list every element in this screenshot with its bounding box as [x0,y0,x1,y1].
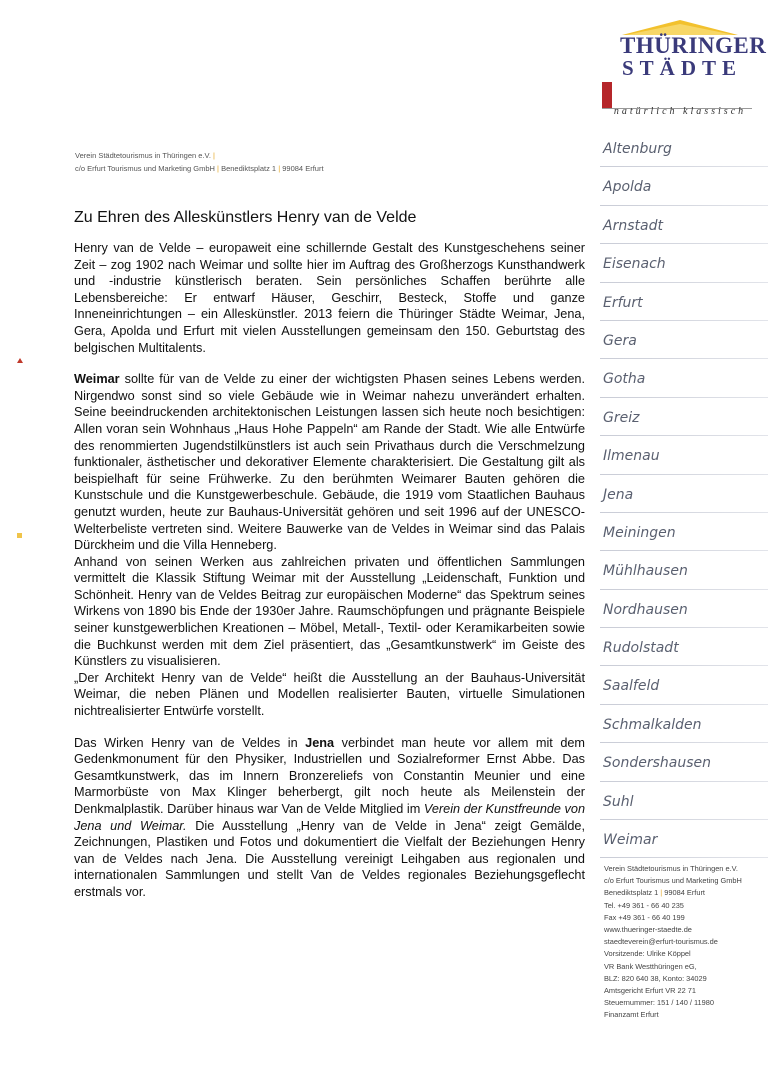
separator: | [213,151,215,160]
paragraph-jena-text-c: Die Ausstellung „Henry van de Velde in Jena“ zeigt Gemälde, Zeichnungen, Plastiken und Fotos und dokumentiert die Vielfalt der Beziehungen Henry van de Veldes nach Jena. Die Ausstellung vereinigt Leihgaben aus regionalen und internationalen Sammlungen und stellt Van de Veldes regionales Beziehungsgeflecht erstmals vor. [74,818,585,899]
article-title: Zu Ehren des Alleskünstlers Henry van de Velde [74,209,417,226]
separator: | [660,888,663,898]
sender-line-2 [75,162,324,175]
verein-kunstfreunde: Verein der Kunstfreunde von Jena und Weimar. [74,802,586,833]
separator: | [217,164,219,173]
thueringer-staedte-logo [602,20,767,120]
contact-fax: Fax +49 361 - 66 40 199 [604,912,685,922]
city-item: Suhl [600,788,768,826]
highlight-jena: Jena [305,735,335,750]
sender-co: c/o Erfurt Tourismus und Marketing GmbH [75,164,215,173]
contact-bank: VR Bank Westthüringen eG, [604,961,697,971]
sender-org: Verein Städtetourismus in Thüringen e.V. [75,151,211,160]
city-item: Ilmenau [600,442,768,480]
city-item: Jena [600,481,768,519]
article [74,208,585,901]
contact-block [604,863,764,1022]
contact-email[interactable]: staedteverein@erfurt-tourismus.de [604,937,718,947]
city-item: Greiz [600,404,768,442]
contact-court: Amtsgericht Erfurt VR 22 71 [604,986,697,996]
contact-address [604,887,764,899]
city-item: Erfurt [600,289,768,327]
paragraph-jena [74,735,585,901]
contact-co: c/o Erfurt Tourismus und Marketing GmbH [604,876,742,886]
paragraph-jena-text-b: verbindet man heute vor allem mit dem Gedenkmonument für den Physiker, Industriellen und Sozialreformer Ernst Abbe. Das Gesamtkunstwerk, das im Innern Bronzereliefs von Constantin Meunier und eine Marmorbüste von Max Klinger beherbergt, gilt noch heute als Meilenstein der Denkmalplastik. Darüber hinaus war Van de Velde Mitglied im [74,735,586,816]
city-item: Rudolstadt [600,634,768,672]
city-item: Saalfeld [600,672,768,710]
highlight-weimar: Weimar [74,372,120,387]
city-item: Gera [600,327,768,365]
contact-account: BLZ: 820 640 38, Konto: 34029 [604,973,707,983]
city-item: Sondershausen [600,749,768,787]
paragraph-jena-text-a: Das Wirken Henry van de Veldes in [74,735,306,750]
city-item: Eisenach [600,250,768,288]
margin-marker-triangle-icon [17,358,23,363]
contact-tax-office: Finanzamt Erfurt [604,1010,659,1020]
margin-marker-square-icon [17,533,22,538]
city-item: Altenburg [600,135,768,173]
contact-tax-number: Steuernummer: 151 / 140 / 11980 [604,998,714,1008]
paragraph-intro: Henry van de Velde – europaweit eine schillernde Gestalt des Kunstgeschehens seiner Zeit – zog 1902 nach Weimar und sollte hier im Auftrag des Großherzogs Kunsthandwerk und -industrie künstlerisch beraten. Sein persönliches Schaffen berührte alle Lebensbereiche: Er entwarf Häuser, Geschirr, Besteck, Stoffe und ganze Inneneinrichtungen – ein Alleskünstler. 2013 feiern die Thüringer Städte Weimar, Jena, Gera, Apolda und Erfurt mit vielen Ausstellungen gemeinsam den 150. Geburtstag des belgischen Multitalents. [74,241,585,355]
separator: | [278,164,281,173]
paragraph-weimar-text: sollte für van de Velde zu einer der wichtigsten Phasen seines Lebens werden. Nirgendwo sonst sind so viele Gebäude wie in Weimar nahezu unverändert erhalten. Seine beeindruckenden architektonischen Leistungen lassen sich heute noch besichtigen: Allen voran sein Wohnhaus „Haus Hohe Pappeln“ am Rande der Stadt. Wie alle Entwürfe des renommierten Jugendstilkünstlers ist auch sein Privathaus durch die Verschmelzung funktionaler, ästhetischer und dekorativer Elemente charakterisiert. Die Gestaltung gilt als beispielhaft für seine Frühwerke. Zu den berühmten Weimarer Bauten gehören die Kunstschule und die Kunstgewerbeschule. Gebäude, die 1919 vom Staatlichen Bauhaus genutzt wurden, heute zur Bauhaus-Universität gehören und seit 1996 auf der UNESCO-Welterbeliste vertreten sind. Weitere Bauwerke van de Veldes in Weimar sind das Palais Dürckheim und die Villa Henneberg. [74,372,585,553]
paragraph-weimar [74,371,585,554]
city-item: Schmalkalden [600,711,768,749]
paragraph-klassik-stiftung: Anhand von seinen Werken aus zahlreichen privaten und öffentlichen Sammlungen vermittelt die Klassik Stiftung Weimar mit der Ausstellung „Leidenschaft, Funktion und Schönheit. Henry van de Veldes Beitrag zur europäischen Moderne“ das Spektrum seines Wirkens von 1890 bis Ende der 1930er Jahre. Raumschöpfungen und prägnante Beispiele seiner kunstgewerblichen Kreationen – Möbel, Metall-, Textil- oder Keramikarbeiten sowie die Buchkunst werden mit dem Ziel präsentiert, das „Gesamtkunstwerk“ im Geiste des Künstlers zu visualisieren. [74,554,585,669]
city-item: Gotha [600,365,768,403]
city-item: Nordhausen [600,596,768,634]
contact-street: Benediktsplatz 1 [604,888,659,898]
city-list [600,135,768,864]
sender-city: 99084 Erfurt [282,164,324,173]
contact-org: Verein Städtetourismus in Thüringen e.V. [604,864,738,873]
logo-tagline: natürlich klassisch [613,106,747,117]
city-item: Apolda [600,173,768,211]
city-item: Arnstadt [600,212,768,250]
logo-line-2: STÄDTE [622,56,743,80]
sender-street: Benediktsplatz 1 [221,164,277,173]
city-item: Mühlhausen [600,557,768,595]
contact-city: 99084 Erfurt [664,888,705,898]
sender-line-1 [75,149,324,162]
contact-website[interactable]: www.thueringer-staedte.de [604,925,692,935]
city-item: Weimar [600,826,768,864]
contact-chair: Vorsitzende: Ulrike Köppel [604,949,691,959]
contact-phone: Tel. +49 361 - 66 40 235 [604,900,684,910]
logo-line-1: THÜRINGER [620,33,767,58]
city-item: Meiningen [600,519,768,557]
sender-address [75,149,324,175]
paragraph-bauhaus: „Der Architekt Henry van de Velde“ heißt die Ausstellung an der Bauhaus-Universität Weimar, die neben Plänen und Modellen realisierter Bauten, virtuelle Simulationen nichtrealisierter Entwürfe vorstellt. [74,670,585,719]
logo-red-bar [602,82,612,108]
